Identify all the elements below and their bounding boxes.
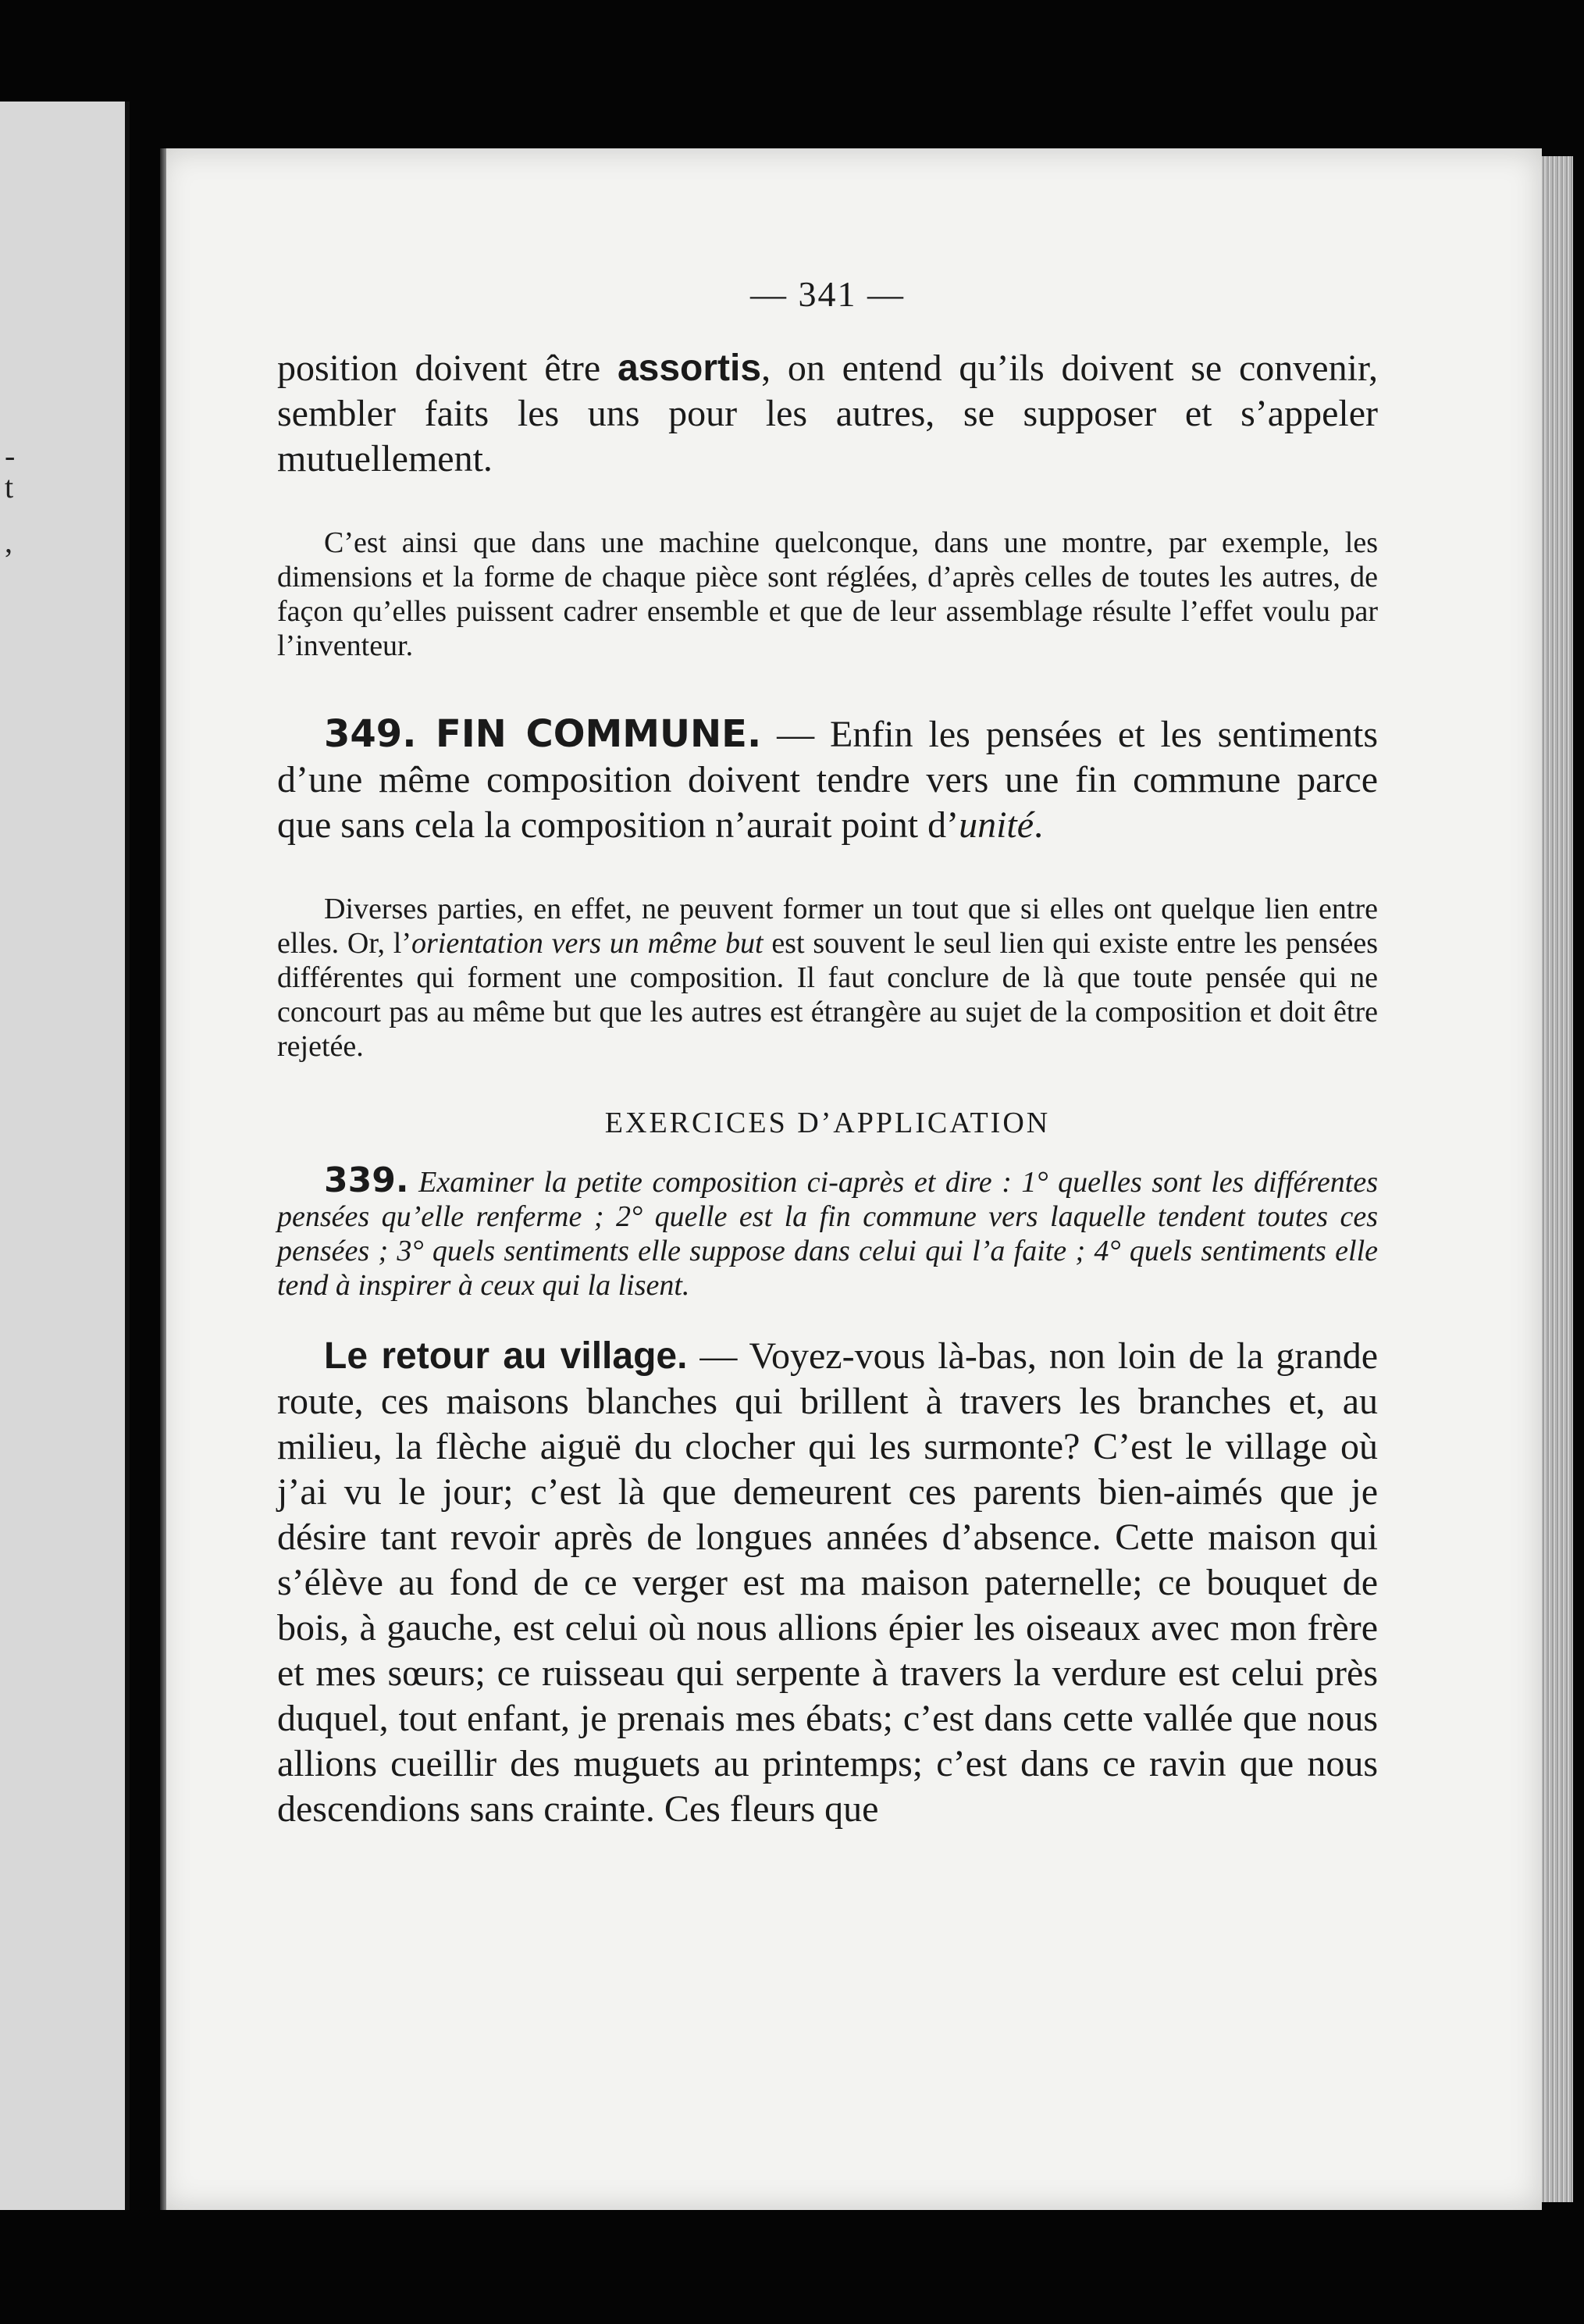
page-fore-edge: [1542, 156, 1573, 2202]
sliver-mark: ,: [5, 524, 12, 559]
intro-text-end: , on entend qu’ils doivent se convenir, sembler faits les uns pour les autres, se supposer et s’appeler mutuellement.: [277, 348, 1379, 479]
left-page-sliver: [0, 102, 130, 2210]
retour-paragraph: [277, 1334, 1378, 1832]
exercise-339-paragraph: [277, 1160, 1378, 1303]
exercise-339-number: 339.: [324, 1160, 409, 1200]
page-number: — 341 —: [750, 274, 905, 314]
bold-term-assortis: assortis: [617, 348, 762, 389]
gutter-shadow: [160, 148, 166, 2210]
intro-text-start: position doivent être: [277, 348, 618, 389]
retour-text: — Voyez-vous là-bas, non loin de la grande route, ces maisons blanches qui brillent à travers les branches et, au milieu, la flèche aiguë du clocher qui les surmonte? C’est le village où j’ai vu le jour; c’est là que demeurent ces parents bien-aimés que je désire tant revoir après de longues années d’absence. Cette maison qui s’élève au fond de ce verger est ma maison paternelle; ce bouquet de bois, à gauche, est celui où nous allions épier les oiseaux avec mon frère et mes sœurs; ce ruisseau qui serpente à travers la verdure est celui près duquel, tout enfant, je prenais mes ébats; c’est dans cette vallée que nous allions cueillir des muguets au printemps; c’est dans ce ravin que nous descendions sans crainte. Ces fleurs que: [277, 1335, 1378, 1830]
exercise-339-text: Examiner la petite composition ci-après et dire : 1° quelles sont les différentes pensées qu’elle renferme ; 2° quelle est la fin commune vers laquelle tendent toutes ces pensées ; 3° quels sentiments elle suppose dans celui qui l’a faite ; 4° quels sentiments elle tend à inspirer à ceux qui la lisent.: [277, 1166, 1378, 1302]
text-column: [277, 273, 1378, 1832]
diverses-paragraph: [277, 892, 1378, 1064]
section-349-text: — Enfin les pensées et les sentiments d’une même composition doivent tendre vers une fin commune parce que sans cela la composition n’aurait point d’: [277, 714, 1378, 846]
section-349-paragraph: [277, 711, 1378, 848]
book-page: [160, 148, 1542, 2210]
example-paragraph: C’est ainsi que dans une machine quelconque, dans une montre, par exemple, les dimensions et la forme de chaque pièce sont réglées, d’après celles de toutes les autres, de façon qu’elles puissent cadrer ensemble et que de leur assemblage résulte l’effet voulu par l’inventeur.: [277, 526, 1378, 662]
sliver-mark: -: [5, 438, 16, 473]
intro-paragraph: [277, 346, 1378, 482]
retour-title: Le retour au village.: [324, 1335, 688, 1377]
section-349-end: .: [1034, 804, 1044, 846]
section-349-italic: unité: [959, 804, 1034, 846]
diverses-text-2: est souvent le seul lien qui existe entre les pensées différentes qui forment une composition. Il faut conclure de là que toute pensée qui ne concourt pas au même but que les autres est étrangère au sujet de la composition et doit être rejetée.: [277, 927, 1378, 1063]
section-349-heading: 349. FIN COMMUNE.: [324, 712, 762, 756]
diverses-text-1: Diverses parties, en effet, ne peuvent former un tout que si elles ont quelque lien entre elles. Or, l’: [277, 893, 1378, 960]
exercises-heading: EXERCICES D’APPLICATION: [604, 1107, 1051, 1139]
diverses-italic: orientation vers un même but: [411, 927, 764, 960]
sliver-mark: t: [5, 469, 14, 504]
